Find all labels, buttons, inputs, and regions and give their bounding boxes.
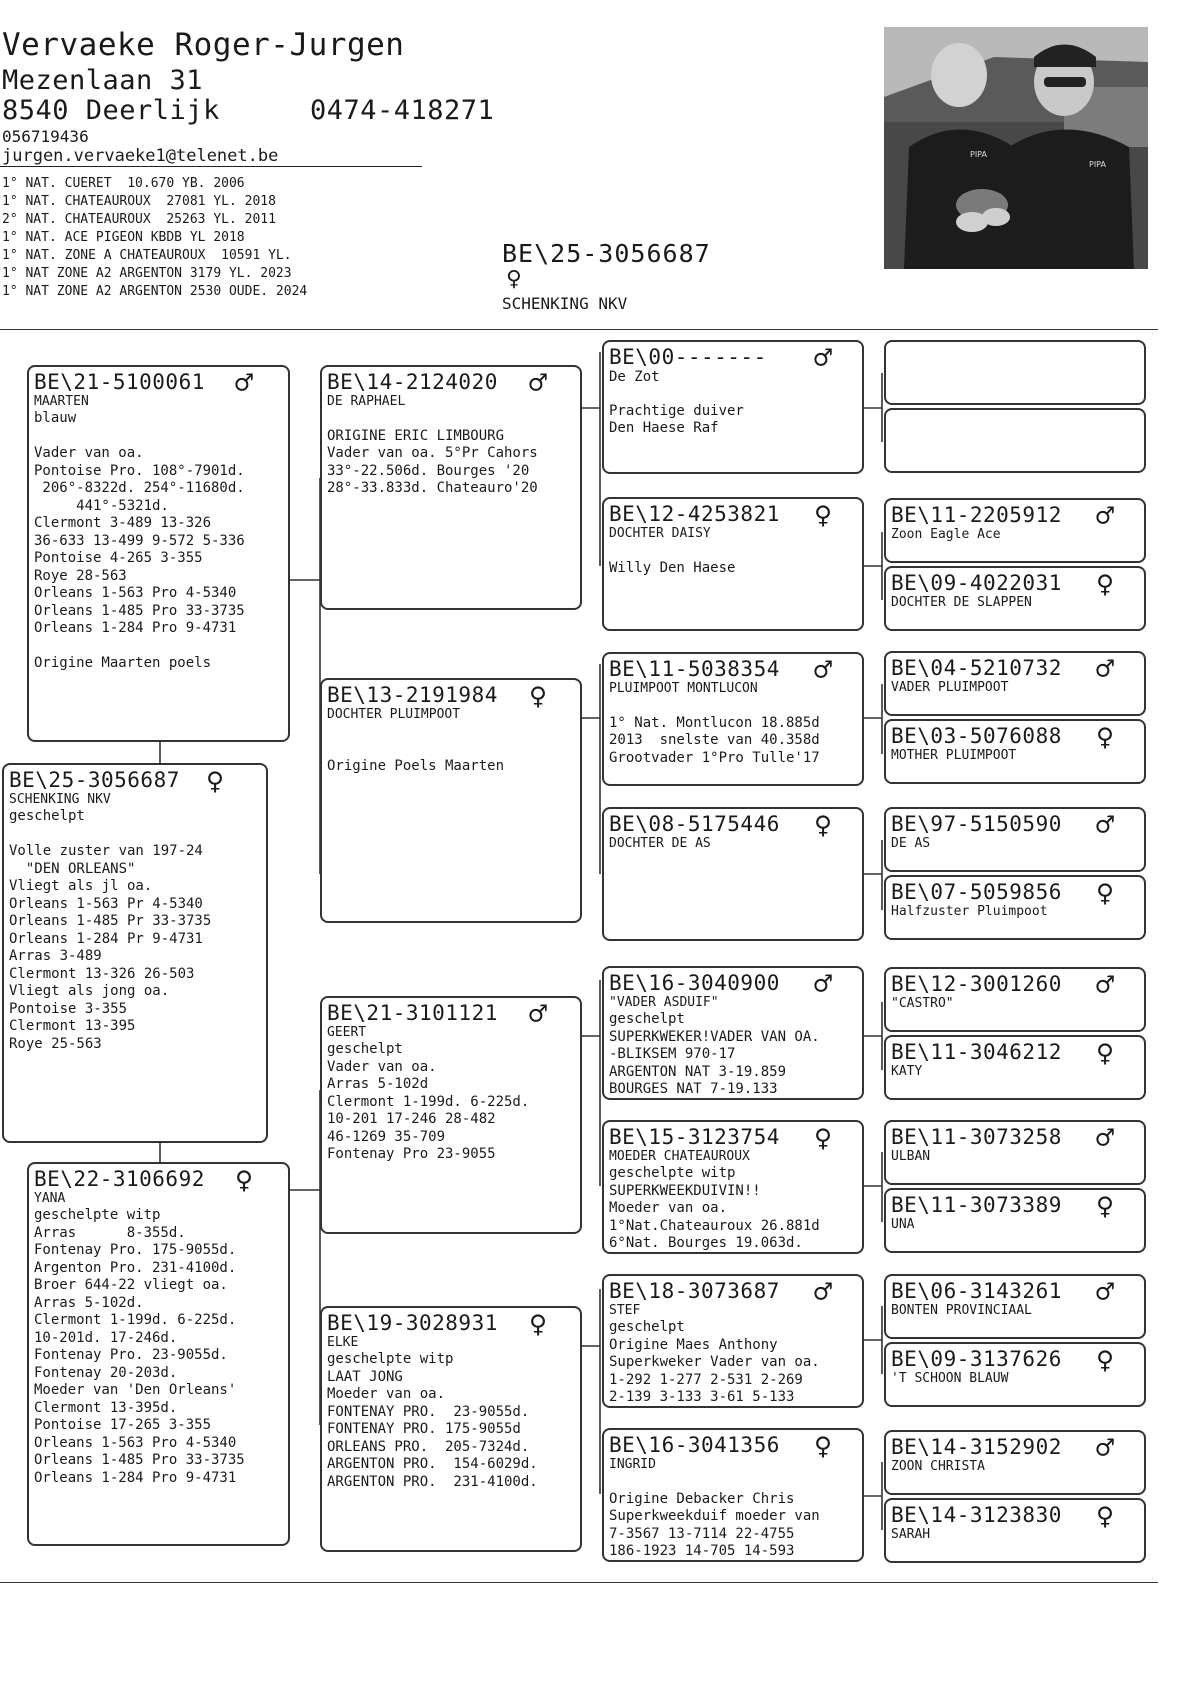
pigeon-notes: geschelpte witp SUPERKWEEKDUIVIN!! Moeder van oa. 1°Nat.Chateauroux 26.881d 6°Nat. Bourges 19.063d. [609, 1165, 820, 1251]
gen4-card-3 [602, 652, 864, 786]
ring-number: BE\19-3028931 [327, 1311, 498, 1335]
ring-number: BE\16-3040900 [609, 971, 780, 995]
ring-number: BE\13-2191984 [327, 683, 498, 707]
grandsire-paternal-card [320, 365, 582, 610]
gen5-card-1 [884, 340, 1146, 405]
female-symbol-icon: ♀ [814, 1429, 833, 1464]
male-symbol-icon: ♂ [814, 1275, 833, 1310]
ring-number: BE\11-2205912 [891, 503, 1062, 527]
pigeon-notes: blauw Vader van oa. Pontoise Pro. 108°-7901d. 206°-8322d. 254°-11680d. 441°-5321d. Clermont 3-489 13-326 36-633 13-499 9-572 5-336 Pontoise 4-265 3-355 Roye 28-563 Orleans 1-563 Pro 4-5340 Orleans 1-485 Pro 33-3735 Orleans 1-284 Pro 9-4731 Origine Maarten poels [34, 410, 245, 671]
achievement-item: 1° NAT. ZONE A CHATEAUROUX 10591 YL. [2, 248, 292, 263]
subject-ring: BE\25-3056687 [502, 239, 711, 268]
pigeon-name: MOTHER PLUIMPOOT [891, 748, 1017, 763]
ring-number: BE\09-3137626 [891, 1347, 1062, 1371]
female-symbol-icon: ♀ [1096, 1036, 1115, 1071]
gen5-card-8 [884, 875, 1146, 940]
pigeon-name: KATY [891, 1064, 923, 1079]
female-symbol-icon: ♀ [814, 808, 833, 843]
subject-note: SCHENKING NKV [502, 294, 628, 313]
gen4-card-7 [602, 1274, 864, 1408]
owner-city: 8540 Deerlijk [2, 95, 220, 126]
ring-number: BE\11-3073258 [891, 1125, 1062, 1149]
pigeon-notes: ORIGINE ERIC LIMBOURG Vader van oa. 5°Pr Cahors 33°-22.506d. Bourges '20 28°-33.833d. Chateauro'20 [327, 427, 538, 496]
achievement-item: 1° NAT ZONE A2 ARGENTON 3179 YL. 2023 [2, 266, 292, 281]
gen4-card-2 [602, 497, 864, 631]
gen5-card-12 [884, 1188, 1146, 1253]
female-symbol-icon: ♀ [1096, 1499, 1115, 1534]
gen5-card-14 [884, 1342, 1146, 1407]
gen5-card-13 [884, 1274, 1146, 1339]
achievement-item: 1° NAT ZONE A2 ARGENTON 2530 OUDE. 2024 [2, 284, 308, 299]
ring-number: BE\11-3046212 [891, 1040, 1062, 1064]
female-symbol-icon: ♀ [814, 1121, 833, 1156]
gen5-card-5 [884, 651, 1146, 716]
male-symbol-icon: ♂ [1096, 1121, 1115, 1156]
male-symbol-icon: ♂ [529, 366, 548, 401]
pigeon-notes: Willy Den Haese [609, 559, 736, 576]
gen4-card-1 [602, 340, 864, 474]
gen5-card-2 [884, 408, 1146, 473]
pigeon-name: DOCHTER DE SLAPPEN [891, 595, 1032, 610]
owner-phone: 056719436 [2, 127, 89, 146]
female-symbol-icon: ♀ [1096, 876, 1115, 911]
gen5-card-10 [884, 1035, 1146, 1100]
gen4-card-8 [602, 1428, 864, 1562]
pigeon-notes: geschelpt Volle zuster van 197-24 "DEN ORLEANS" Vliegt als jl oa. Orleans 1-563 Pr 4-5340 Orleans 1-485 Pr 33-3735 Orleans 1-284 Pr 9-4731 Arras 3-489 Clermont 13-326 26-503 Vliegt als jong oa. Pontoise 3-355 Clermont 13-395 Roye 25-563 [9, 808, 212, 1052]
pigeon-notes: Prachtige duiver Den Haese Raf [609, 402, 744, 436]
ring-number: BE\22-3106692 [34, 1167, 205, 1191]
male-symbol-icon: ♂ [1096, 808, 1115, 843]
pigeon-name: ULBAN [891, 1149, 931, 1164]
pedigree-subject-card [2, 763, 268, 1143]
female-symbol-icon: ♀ [206, 764, 225, 799]
ring-number: BE\08-5175446 [609, 812, 780, 836]
male-symbol-icon: ♂ [1096, 652, 1115, 687]
grandsire-maternal-card [320, 996, 582, 1234]
pigeon-notes: geschelpt Origine Maes Anthony Superkweker Vader van oa. 1-292 1-277 2-531 2-269 2-139 3-133 3-61 5-133 [609, 1319, 820, 1405]
female-symbol-icon: ♀ [1096, 1343, 1115, 1378]
pigeon-name: GEERT [327, 1025, 367, 1040]
pigeon-name: UNA [891, 1217, 915, 1232]
pigeon-name: VADER PLUIMPOOT [891, 680, 1009, 695]
pigeon-name: DOCHTER DAISY [609, 526, 711, 541]
ring-number: BE\12-3001260 [891, 972, 1062, 996]
pigeon-name: ELKE [327, 1335, 359, 1350]
ring-number: BE\09-4022031 [891, 571, 1062, 595]
gen4-card-4 [602, 807, 864, 941]
gen5-card-6 [884, 719, 1146, 784]
male-symbol-icon: ♂ [1096, 499, 1115, 534]
pigeon-name: BONTEN PROVINCIAAL [891, 1303, 1032, 1318]
ring-number: BE\15-3123754 [609, 1125, 780, 1149]
ring-number: BE\04-5210732 [891, 656, 1062, 680]
gen5-card-11 [884, 1120, 1146, 1185]
female-symbol-icon: ♀ [529, 1307, 548, 1342]
ring-number: BE\14-3123830 [891, 1503, 1062, 1527]
dam-card [27, 1162, 290, 1546]
female-symbol-icon: ♀ [529, 679, 548, 714]
granddam-paternal-card [320, 678, 582, 923]
male-symbol-icon: ♂ [1096, 1275, 1115, 1310]
ring-number: BE\00------- [609, 345, 767, 369]
ring-number: BE\03-5076088 [891, 724, 1062, 748]
granddam-maternal-card [320, 1306, 582, 1552]
owner-mobile: 0474-418271 [310, 95, 495, 126]
male-symbol-icon: ♂ [814, 653, 833, 688]
ring-number: BE\11-5038354 [609, 657, 780, 681]
male-symbol-icon: ♂ [529, 997, 548, 1032]
pigeon-name: SARAH [891, 1527, 931, 1542]
pigeon-name: ZOON CHRISTA [891, 1459, 985, 1474]
pigeon-notes: Origine Poels Maarten [327, 758, 505, 774]
pigeon-name: De Zot [609, 369, 660, 385]
female-symbol-icon: ♀ [1096, 567, 1115, 602]
pigeon-name: YANA [34, 1191, 66, 1206]
pigeon-name: "CASTRO" [891, 996, 954, 1011]
gen4-card-5 [602, 966, 864, 1100]
gen5-card-9 [884, 967, 1146, 1032]
ring-number: BE\07-5059856 [891, 880, 1062, 904]
ring-number: BE\12-4253821 [609, 502, 780, 526]
female-symbol-icon: ♀ [1096, 1189, 1115, 1224]
pigeon-name: MAARTEN [34, 394, 89, 409]
female-symbol-icon: ♀ [506, 264, 522, 294]
achievement-item: 1° NAT. CHATEAUROUX 27081 YL. 2018 [2, 194, 276, 209]
pigeon-name: DOCHTER PLUIMPOOT [327, 707, 461, 722]
achievement-item: 2° NAT. CHATEAUROUX 25263 YL. 2011 [2, 212, 276, 227]
female-symbol-icon: ♀ [814, 498, 833, 533]
male-symbol-icon: ♂ [814, 341, 833, 376]
pigeon-name: STEF [609, 1303, 641, 1318]
pigeon-name: PLUIMPOOT MONTLUCON [609, 681, 758, 696]
ring-number: BE\16-3041356 [609, 1433, 780, 1457]
gen5-card-7 [884, 807, 1146, 872]
pigeon-name: DE RAPHAEL [327, 394, 406, 409]
female-symbol-icon: ♀ [1096, 720, 1115, 755]
pigeon-name: DOCHTER DE AS [609, 836, 711, 851]
svg-text:PIPA: PIPA [1089, 160, 1106, 169]
svg-text:PIPA: PIPA [970, 150, 987, 159]
female-symbol-icon: ♀ [235, 1163, 254, 1198]
pigeon-name: Halfzuster Pluimpoot [891, 904, 1048, 919]
gen5-card-4 [884, 566, 1146, 631]
achievement-item: 1° NAT. CUERET 10.670 YB. 2006 [2, 176, 245, 191]
male-symbol-icon: ♂ [1096, 1431, 1115, 1466]
achievement-item: 1° NAT. ACE PIGEON KBDB YL 2018 [2, 230, 245, 245]
pigeon-name: INGRID [609, 1457, 656, 1472]
owner-name: Vervaeke Roger-Jurgen [2, 27, 405, 63]
pigeon-name: "VADER ASDUIF" [609, 995, 719, 1010]
ring-number: BE\06-3143261 [891, 1279, 1062, 1303]
gen5-card-16 [884, 1498, 1146, 1563]
male-symbol-icon: ♂ [235, 366, 254, 401]
pigeon-name: MOEDER CHATEAUROUX [609, 1149, 750, 1164]
pigeon-name: SCHENKING NKV [9, 792, 111, 807]
ring-number: BE\25-3056687 [9, 768, 180, 792]
pigeon-notes: 1° Nat. Montlucon 18.885d 2013 snelste van 40.358d Grootvader 1°Pro Tulle'17 [609, 714, 820, 766]
male-symbol-icon: ♂ [1096, 968, 1115, 1003]
ring-number: BE\21-5100061 [34, 370, 205, 394]
male-symbol-icon: ♂ [814, 967, 833, 1002]
sire-card [27, 365, 290, 742]
ring-number: BE\14-2124020 [327, 370, 498, 394]
owner-street: Mezenlaan 31 [2, 65, 204, 96]
ring-number: BE\97-5150590 [891, 812, 1062, 836]
pigeon-notes: geschelpt Vader van oa. Arras 5-102d Clermont 1-199d. 6-225d. 10-201 17-246 28-482 46-1269 35-709 Fontenay Pro 23-9055 [327, 1041, 530, 1162]
gen5-card-15 [884, 1430, 1146, 1495]
gen4-card-6 [602, 1120, 864, 1254]
ring-number: BE\21-3101121 [327, 1001, 498, 1025]
pigeon-name: DE AS [891, 836, 931, 851]
pigeon-notes: geschelpte witp Arras 8-355d. Fontenay Pro. 175-9055d. Argenton Pro. 231-4100d. Broer 644-22 vliegt oa. Arras 5-102d. Clermont 1-199d. 6-225d. 10-201d. 17-246d. Fontenay Pro. 23-9055d. Fontenay 20-203d. Moeder van 'Den Orleans' Clermont 13-395d. Pontoise 17-265 3-355 Orleans 1-563 Pro 4-5340 Orleans 1-485 Pro 33-3735 Orleans 1-284 Pro 9-4731 [34, 1207, 245, 1486]
ring-number: BE\18-3073687 [609, 1279, 780, 1303]
pigeon-notes: Origine Debacker Chris Superkweekduif moeder van 7-3567 13-7114 22-4755 186-1923 14-705 14-593 [609, 1490, 820, 1559]
pigeon-notes: geschelpt SUPERKWEKER!VADER VAN OA. -BLIKSEM 970-17 ARGENTON NAT 3-19.859 BOURGES NAT 7-19.133 [609, 1011, 820, 1097]
ring-number: BE\11-3073389 [891, 1193, 1062, 1217]
owner-email: jurgen.vervaeke1@telenet.be [2, 146, 279, 166]
pigeon-name: Zoon Eagle Ace [891, 527, 1001, 542]
pigeon-notes: geschelpte witp LAAT JONG Moeder van oa. FONTENAY PRO. 23-9055d. FONTENAY PRO. 175-9055d ORLEANS PRO. 205-7324d. ARGENTON PRO. 154-6029d. ARGENTON PRO. 231-4100d. [327, 1351, 538, 1490]
pigeon-name: 'T SCHOON BLAUW [891, 1371, 1009, 1386]
gen5-card-3 [884, 498, 1146, 563]
ring-number: BE\14-3152902 [891, 1435, 1062, 1459]
